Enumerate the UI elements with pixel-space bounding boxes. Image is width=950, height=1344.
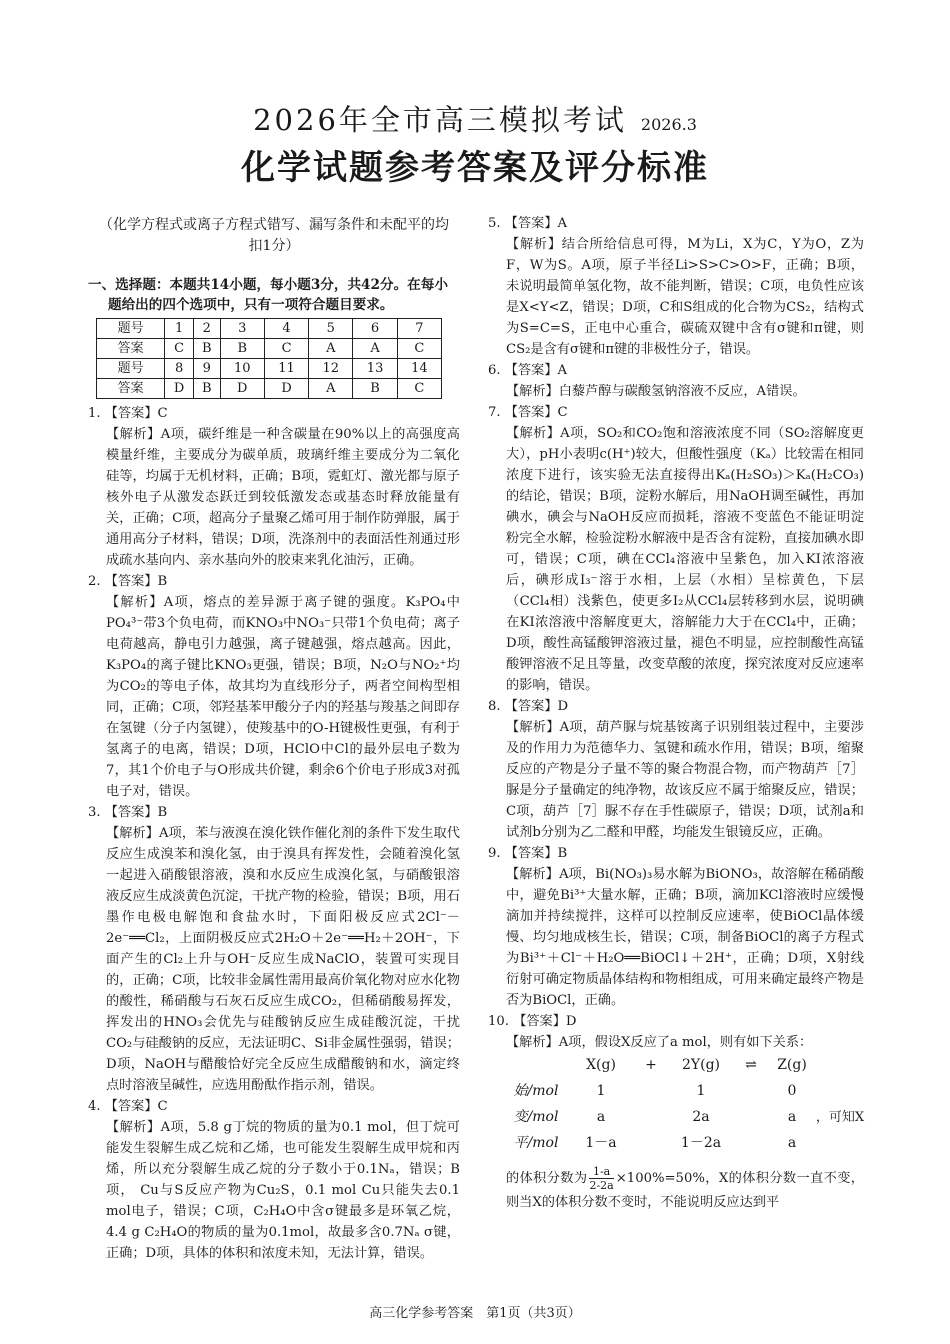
table-cell: B: [220, 339, 264, 359]
question-answer: 10. 【答案】D: [488, 1014, 577, 1029]
document-title: 化学试题参考答案及评分标准: [241, 148, 709, 188]
value-cell: a: [787, 1135, 797, 1151]
table-cell: 6: [353, 319, 397, 339]
table-cell: D: [220, 379, 264, 399]
question-9: [488, 843, 864, 1011]
value-cell: a: [596, 1109, 606, 1125]
question-7: [488, 402, 864, 696]
question-6: [488, 360, 864, 402]
exam-title-text: 2026年全市高三模拟考试: [253, 103, 627, 137]
table-cell: 13: [353, 359, 397, 379]
question-explanation: 【解析】A项，SO₂和CO₂饱和溶液浓度不同（SO₂溶解度更大），pH小表明c(H⁺)较大，但酸性强度（Kₐ）比较需在相同浓度下进行，该实验无法直接得出Kₐ(H₂SO₃)＞Kₐ(H₂CO₃)的结论，错误；B项，淀粉水解后，用NaOH调至碱性，再加碘水，碘会与NaOH反应而损耗，溶液不变蓝色不能证明淀粉完全水解，检验淀粉水解液中是否含有淀粉，直接加碘水即可，错误；C项，碘在CCl₄溶液中呈紫色，加入KI浓溶液后，碘形成I₃⁻溶于水相，上层（水相）呈棕黄色，下层（CCl₄相）浅紫色，使更多I₂从CCl₄层转移到水层，说明碘在KI浓溶液中溶解度更大，溶解能力大于在CCl₄中，正确；D项，酸性高锰酸钾溶液过量，褪色不明显，应控制酸性高锰酸钾溶液不足且等量，改变草酸的浓度，探究浓度对反应速率的影响，错误。: [506, 426, 864, 693]
equilibrium-table: [506, 1055, 864, 1163]
question-4: [88, 1096, 460, 1264]
question-3: [88, 802, 460, 1096]
page-footer: 高三化学参考答案 第1页（共3页）: [369, 1306, 581, 1321]
question-explanation: 【解析】A项，Bi(NO₃)₃易水解为BiONO₃，故溶解在稀硝酸中，避免Bi³⁺大量水解，正确；B项，滴加KCl溶液时应缓慢滴加并持续搅拌，这样可以控制反应速率，使BiOCl晶体缓慢、均匀地成核生长，错误；C项，制备BiOCl的离子方程式为Bi³⁺＋Cl⁻＋H₂O══BiOCl↓＋2H⁺，正确；D项，X射线衍射可确定物质晶体结构和物相组成，可用来确定最终产物是否为BiOCl，正确。: [506, 867, 864, 1008]
table-cell: B: [353, 379, 397, 399]
table-cell: 12: [309, 359, 353, 379]
table-cell: D: [165, 379, 194, 399]
side-text: ，可知X: [815, 1110, 865, 1125]
row-label: 变/mol: [513, 1109, 559, 1125]
question-answer: 1. 【答案】C: [88, 406, 168, 421]
table-cell: 题号: [97, 319, 165, 339]
question-explanation: 【解析】A项，苯与液溴在溴化铁作催化剂的条件下发生取代反应生成溴苯和溴化氢，由于溴具有挥发性，会随着溴化氢一起进入硝酸银溶液，溴和水反应生成溴化氢，与硝酸银溶液反应生成淡黄色沉淀，干扰产物的检验，错误；B项，用石墨作电极电解饱和食盐水时，下面阳极反应式2Cl⁻－2e⁻══Cl₂，上面阴极反应式2H₂O＋2e⁻══H₂＋2OH⁻，下面产生的Cl₂上升与OH⁻反应生成NaClO，装置可实现目的，正确；C项，比较非金属性需用最高价氧化物对应水化物的酸性，稀硝酸与石灰石反应生成CO₂，但稀硝酸易挥发，挥发出的HNO₃会优先与硅酸钠反应生成硅酸沉淀，干扰CO₂与硅酸钠的反应，无法证明C、Si非金属性强弱，错误；D项，NaOH与醋酸恰好完全反应生成醋酸钠和水，滴定终点时溶液呈碱性，应选用酚酞作指示剂，错误。: [106, 826, 460, 1093]
table-row: [97, 319, 442, 339]
question-explanation: 【解析】A项，假设X反应了a mol，则有如下关系：: [506, 1035, 813, 1050]
question-5: [488, 213, 864, 360]
table-cell: 8: [165, 359, 194, 379]
question-answer: 4. 【答案】C: [88, 1099, 168, 1114]
question-explanation: 【解析】A项，葫芦脲与烷基铵离子识别组装过程中，主要涉及的作用力为范德华力、氢键和疏水作用，错误；B项，缩聚反应的产物是分子量不等的聚合物混合物，而产物葫芦［7］脲是分子量确定的纯净物，故该反应不属于缩聚反应，错误；C项，葫芦［7］脲不存在手性碳原子，错误；D项，试剂a和试剂b分别为乙二醛和甲醛，均能发生银镜反应，正确。: [506, 720, 864, 840]
table-cell: 7: [397, 319, 441, 339]
value-cell: 1－2a: [680, 1135, 722, 1151]
question-explanation: 【解析】A项，5.8 g丁烷的物质的量为0.1 mol，但丁烷可能发生裂解生成乙烷和乙烯，也可能发生裂解生成甲烷和丙烯，所以充分裂解生成乙烷的分子数小于0.1Nₐ，错误；B项， Cu与S反应产物为Cu₂S，0.1 mol Cu只能失去0.1 mol电子，错误；C项，C₂H₄O中含σ键最多是环氧乙烷，4.4 g C₂H₄O的物质的量为0.1mol，故最多含0.7Nₐ σ键，正确；D项，具体的体积和浓度未知，无法计算，错误。: [106, 1120, 460, 1261]
question-answer: 3. 【答案】B: [88, 805, 168, 820]
table-cell: 题号: [97, 359, 165, 379]
question-answer: 7. 【答案】C: [488, 405, 568, 420]
question-explanation: 【解析】白藜芦醇与碳酸氢钠溶液不反应，A错误。: [506, 384, 806, 399]
volume-fraction-text: 的体积分数为 $\frac{1-a}{2-2a}$ ×100%=50%，X的体积分数一直不变，则当X的体积分数不变时，不能说明反应达到平: [506, 1165, 864, 1210]
table-row: [97, 379, 442, 399]
species-z: Z(g): [777, 1057, 807, 1073]
table-cell: C: [397, 339, 441, 359]
row-label: 始/mol: [513, 1083, 559, 1099]
table-cell: 答案: [97, 339, 165, 359]
row-label: 平/mol: [513, 1135, 559, 1151]
table-cell: A: [353, 339, 397, 359]
question-2: [88, 571, 460, 802]
value-cell: 1: [696, 1083, 706, 1099]
table-cell: C: [264, 339, 308, 359]
question-explanation: 【解析】结合所给信息可得，M为Li，X为C，Y为O，Z为F，W为S。A项，原子半径Li>S>C>O>F，正确；B项，未说明最简单氢化物，故不能判断，错误；C项，电负性应该是X<Y<Z，错误；D项，C和S组成的化合物为CS₂，结构式为S=C=S，正电中心重合，碳硫双键中含有σ键和π键，则CS₂是含有σ键和π键的非极性分子，错误。: [506, 237, 864, 357]
table-cell: C: [397, 379, 441, 399]
table-cell: A: [309, 379, 353, 399]
table-cell: 答案: [97, 379, 165, 399]
table-cell: 11: [264, 359, 308, 379]
question-answer: 5. 【答案】A: [488, 216, 568, 231]
table-cell: 3: [220, 319, 264, 339]
fraction: $\frac{1-a}{2-2a}$: [589, 1165, 614, 1192]
exam-title: [0, 98, 950, 139]
section1-heading: 一、选择题：本题共14小题，每小题3分，共42分。在每小题给出的四个选项中，只有一项符合题目要求。: [88, 277, 448, 313]
question-answer: 2. 【答案】B: [88, 574, 168, 589]
table-cell: 1: [165, 319, 194, 339]
value-cell: 2a: [692, 1109, 710, 1125]
table-cell: 2: [194, 319, 221, 339]
question-explanation: 【解析】A项，熔点的差异源于离子键的强度。K₃PO₄中PO₄³⁻带3个负电荷，而KNO₃中NO₃⁻只带1个负电荷；离子电荷越高，静电引力越强，离子键越强，熔点越高。因此，K₃PO₄的离子键比KNO₃更强，错误；B项，N₂O与NO₂⁺均为CO₂的等电子体，故其均为直线形分子，两者空间构型相同，正确；C项，邻羟基苯甲酸分子内的羟基与羧基之间即存在氢键（分子内氢键），使羧基中的O-H键极性更强，有利于氢离子的电离，错误；D项，HClO中Cl的最外层电子数为7，其1个价电子与O形成共价键，剩余6个价电子形成3对孤电子对，错误。: [106, 595, 460, 799]
question-explanation: 【解析】A项，碳纤维是一种含碳量在90%以上的高强度高模量纤维，主要成分为碳单质，玻璃纤维主要成分为二氧化硅等，均属于无机材料，正确；B项，霓虹灯、激光都与原子核外电子从激发态跃迁到较低激发态或基态时释放能量有关，正确；C项，超高分子量聚乙烯可用于制作防弹服，属于通用高分子材料，错误；D项，洗涤剂中的表面活性剂通过形成疏水基向内、亲水基向外的胶束来乳化油污，正确。: [106, 427, 460, 568]
table-row: [97, 359, 442, 379]
question-1: [88, 403, 460, 571]
table-cell: C: [165, 339, 194, 359]
question-answer: 8. 【答案】D: [488, 699, 569, 714]
table-cell: A: [309, 339, 353, 359]
answer-table: [96, 318, 442, 399]
table-cell: 5: [309, 319, 353, 339]
table-cell: D: [264, 379, 308, 399]
right-column: [488, 213, 864, 1213]
question-answer: 6. 【答案】A: [488, 363, 568, 378]
table-cell: B: [194, 379, 221, 399]
species-y: 2Y(g): [681, 1057, 721, 1073]
left-column: [88, 215, 460, 1264]
species-x: X(g): [586, 1057, 616, 1073]
question-answer: 9. 【答案】B: [488, 846, 568, 861]
table-cell: 4: [264, 319, 308, 339]
value-cell: 0: [787, 1083, 797, 1099]
question-8: [488, 696, 864, 843]
table-row: [97, 339, 442, 359]
question-10: [488, 1011, 864, 1213]
value-cell: 1: [596, 1083, 606, 1099]
table-cell: 10: [220, 359, 264, 379]
table-cell: 9: [194, 359, 221, 379]
table-cell: B: [194, 339, 221, 359]
exam-date: 2026.3: [640, 115, 697, 134]
scoring-note: （化学方程式或离子方程式错写、漏写条件和未配平的均扣1分）: [99, 217, 449, 254]
plus-sign: +: [645, 1057, 657, 1073]
value-cell: 1－a: [585, 1135, 617, 1151]
table-cell: 14: [397, 359, 441, 379]
value-cell: a: [787, 1109, 797, 1125]
equilibrium-arrow-icon: ⇌: [745, 1057, 757, 1073]
